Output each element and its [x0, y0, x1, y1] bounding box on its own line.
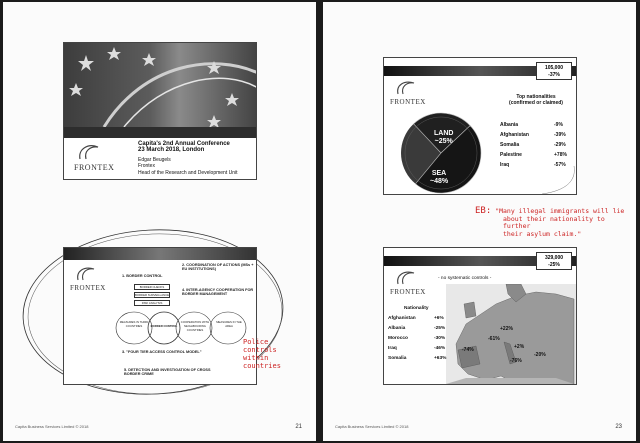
page-number: 21 — [295, 424, 302, 430]
circle-left-label: MEASURES IN THIRD COUNTRIES — [119, 320, 149, 328]
frontex-logo: FRONTEX — [70, 284, 106, 292]
table-row-change: -30% — [434, 336, 446, 341]
sub-border-surveillance: BORDER SURVEILLANCE — [135, 293, 169, 297]
item-inter-agency: 4. INTER-AGENCY COOPERATION FOR BORDER MANAGEMENT — [182, 288, 254, 296]
british-isles — [464, 302, 476, 318]
stat-box — [536, 62, 572, 80]
nationality-change: -57% — [554, 162, 566, 168]
annotation-line: "Many illegal immigrants will lie — [495, 207, 625, 215]
europe-map — [446, 284, 576, 384]
star-icon — [142, 53, 156, 66]
hand-arrow — [534, 164, 577, 195]
land-label — [434, 130, 453, 146]
circle-center-label: BORDER CONTROL — [150, 324, 178, 328]
nationality-row: Iraq — [500, 162, 510, 168]
star-icon — [207, 115, 221, 127]
item-coordination: 2. COORDINATION OF ACTIONS (MSs + EU INSTITUTIONS) — [182, 263, 254, 271]
north-africa — [446, 378, 574, 384]
item-detection: 5. DETECTION AND INVESTIGATION OF CROSS BORDER CRIME — [124, 368, 211, 376]
land-value: ~25% — [434, 138, 453, 145]
swoosh-curve-1 — [104, 64, 257, 127]
table-row-name: Somalia — [388, 356, 407, 361]
right-page — [323, 2, 636, 441]
table-row-name: Iraq — [388, 346, 397, 351]
page-footer: Capita Business Services Limited © 2018 — [335, 424, 409, 429]
handwritten-line: countries — [243, 362, 281, 370]
table-header: Nationality — [404, 306, 429, 311]
star-icon — [107, 47, 121, 60]
speaker-role: Head of the Research and Development Unit — [138, 169, 238, 176]
handwritten-line: Police — [243, 338, 269, 346]
map-label: +22% — [500, 326, 513, 332]
table-row-name: Afghanistan — [388, 316, 416, 321]
annotation-label: EB: — [475, 206, 492, 216]
nationality-row: Albania — [500, 122, 519, 128]
circle-right-label: COOPERATION WITH NEIGHBOURING COUNTRIES — [180, 320, 210, 332]
item-border-control: 1. BORDER CONTROL — [122, 274, 163, 278]
table-row-change: +6% — [434, 316, 444, 321]
table-row-change: -46% — [434, 346, 446, 351]
nationalities-title-text: Top nationalities — [516, 94, 556, 100]
conference-title: Capita's 2nd Annual Conference — [138, 141, 230, 147]
circle-far-right-label: MEASURES IN THE AREA — [216, 320, 242, 328]
table-row-change: -25% — [434, 326, 446, 331]
nationality-row: Somalia — [500, 142, 520, 148]
nationality-change: -29% — [554, 142, 566, 148]
handwritten-line: controls — [243, 346, 277, 354]
slide-header-band — [64, 248, 256, 260]
speaker-name: Edgar Beugels — [138, 156, 171, 163]
stat-change: -37% — [548, 72, 560, 78]
annotation-line: about their nationality to further — [503, 214, 605, 231]
frontex-logo: FRONTEX — [390, 98, 426, 106]
map-subtitle: - no systematic controls - — [438, 276, 492, 281]
nationality-change: -39% — [554, 132, 566, 138]
stat-total: 105,000 — [544, 65, 564, 71]
star-icon — [225, 93, 239, 106]
frontex-swirl-icon — [394, 80, 420, 96]
frontex-logo: FRONTEX — [390, 288, 426, 296]
table-row-name: Albania — [388, 326, 406, 331]
land-title: LAND — [434, 130, 454, 137]
sea-title: SEA — [431, 170, 447, 177]
map-label: -20% — [534, 352, 546, 358]
nationalities-title — [496, 94, 576, 106]
circle-left — [116, 312, 152, 344]
stat-change: -25% — [548, 262, 560, 268]
eu-stars-banner — [64, 43, 256, 127]
map-label: -76% — [510, 358, 522, 364]
nationality-change: +78% — [554, 152, 567, 158]
dark-band — [64, 127, 256, 138]
table-row-change: +63% — [434, 356, 447, 361]
item-four-tier: 3. "FOUR TIER ACCESS CONTROL MODEL" — [122, 350, 202, 354]
handwritten-line: within — [243, 354, 269, 362]
left-page — [3, 2, 316, 441]
star-group — [69, 47, 239, 127]
sub-risk-analysis: RISK ANALYSIS — [134, 300, 170, 306]
map-label: -74% — [462, 347, 474, 353]
conference-info — [138, 141, 238, 176]
annotation-line: their asylum claim." — [503, 229, 582, 238]
table-row-name: Morocco — [388, 336, 408, 341]
title-slide — [63, 42, 257, 180]
circle-center — [148, 312, 180, 344]
speaker-org: Frontex — [138, 163, 155, 170]
frontex-swirl-icon — [74, 266, 100, 282]
stars-swoosh-graphic — [64, 43, 257, 127]
star-icon — [69, 83, 83, 96]
nationalities-subtitle: (confirmed or claimed) — [509, 100, 563, 106]
frontex-swirl-icon — [76, 143, 106, 161]
map-label: +2% — [514, 344, 525, 350]
map-label: -61% — [488, 336, 500, 342]
stat-box — [536, 252, 572, 270]
stat-total: 329,000 — [544, 255, 564, 261]
handwritten-note — [243, 338, 281, 370]
nationality-row: Afghanistan — [500, 132, 529, 138]
conference-date: 23 March 2018, London — [138, 147, 205, 154]
sea-value: ~48% — [430, 178, 449, 185]
frontex-logo: FRONTEX — [74, 163, 115, 172]
border-control-slide — [63, 247, 257, 385]
circle-far-right — [210, 312, 246, 344]
frontex-swirl-icon — [394, 270, 420, 286]
nationality-row: Palestine — [500, 152, 522, 158]
nationality-change: -9% — [554, 122, 563, 128]
sub-border-checks: BORDER CHECKS — [134, 284, 170, 290]
page-footer: Capita Business Services Limited © 2018 — [15, 424, 89, 429]
star-icon — [78, 55, 94, 71]
page-number: 23 — [615, 424, 622, 430]
europe-map-slide — [383, 247, 577, 385]
eb-annotation — [475, 208, 636, 238]
nationalities-pie-slide — [383, 57, 577, 195]
sea-label — [430, 170, 448, 186]
